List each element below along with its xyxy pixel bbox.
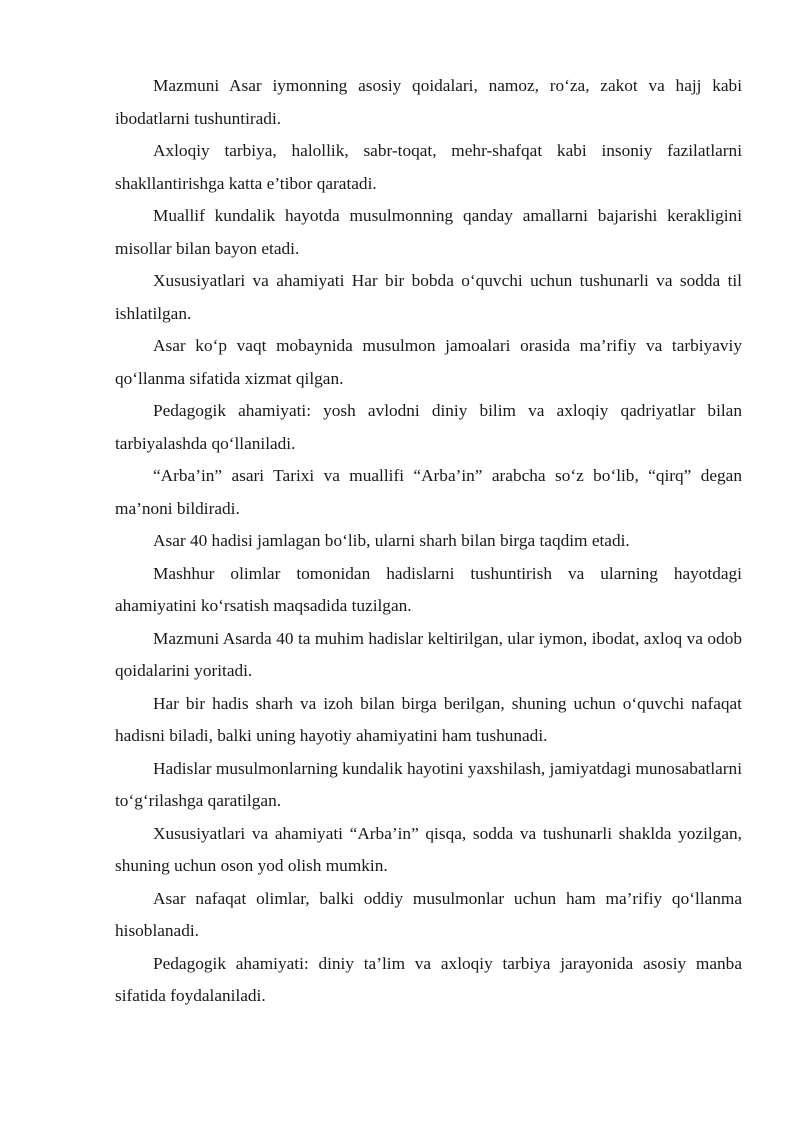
paragraph: Mazmuni Asar iymonning asosiy qoidalari, namoz, ro‘za, zakot va hajj kabi ibodatlarni tushuntiradi. (115, 76, 742, 128)
paragraph: Mashhur olimlar tomonidan hadislarni tushuntirish va ularning hayotdagi ahamiyatini ko‘rsatish maqsadida tuzilgan. (115, 563, 742, 615)
paragraph: Hadislar musulmonlarning kundalik hayotini yaxshilash, jamiyatdagi munosabatlarni to‘g‘rilashga qaratilgan. (115, 758, 742, 810)
paragraph: Muallif kundalik hayotda musulmonning qanday amallarni bajarishi kerakligini misollar bilan bayon etadi. (115, 206, 742, 258)
paragraph: Mazmuni Asarda 40 ta muhim hadislar keltirilgan, ular iymon, ibodat, axloq va odob qoidalarini yoritadi. (115, 628, 742, 680)
paragraph: Asar nafaqat olimlar, balki oddiy musulmonlar uchun ham ma’rifiy qo‘llanma hisoblanadi. (115, 888, 742, 940)
paragraph: Xususiyatlari va ahamiyati Har bir bobda o‘quvchi uchun tushunarli va sodda til ishlatilgan. (115, 271, 742, 323)
paragraph: Xususiyatlari va ahamiyati “Arba’in” qisqa, sodda va tushunarli shaklda yozilgan, shuning uchun oson yod olish mumkin. (115, 823, 742, 875)
paragraph: Axloqiy tarbiya, halollik, sabr-toqat, mehr-shafqat kabi insoniy fazilatlarni shakllantirishga katta e’tibor qaratadi. (115, 141, 742, 193)
document-body (115, 70, 742, 1013)
paragraph: Har bir hadis sharh va izoh bilan birga berilgan, shuning uchun o‘quvchi nafaqat hadisni biladi, balki uning hayotiy ahamiyatini ham tushunadi. (115, 693, 742, 745)
paragraph: Pedagogik ahamiyati: diniy ta’lim va axloqiy tarbiya jarayonida asosiy manba sifatida foydalaniladi. (115, 953, 742, 1005)
paragraph: “Arba’in” asari Tarixi va muallifi “Arba’in” arabcha so‘z bo‘lib, “qirq” degan ma’noni bildiradi. (115, 466, 742, 518)
paragraph: Asar ko‘p vaqt mobaynida musulmon jamoalari orasida ma’rifiy va tarbiyaviy qo‘llanma sifatida xizmat qilgan. (115, 336, 742, 388)
paragraph: Asar 40 hadisi jamlagan bo‘lib, ularni sharh bilan birga taqdim etadi. (153, 531, 630, 550)
paragraph: Pedagogik ahamiyati: yosh avlodni diniy bilim va axloqiy qadriyatlar bilan tarbiyalashda qo‘llaniladi. (115, 401, 742, 453)
